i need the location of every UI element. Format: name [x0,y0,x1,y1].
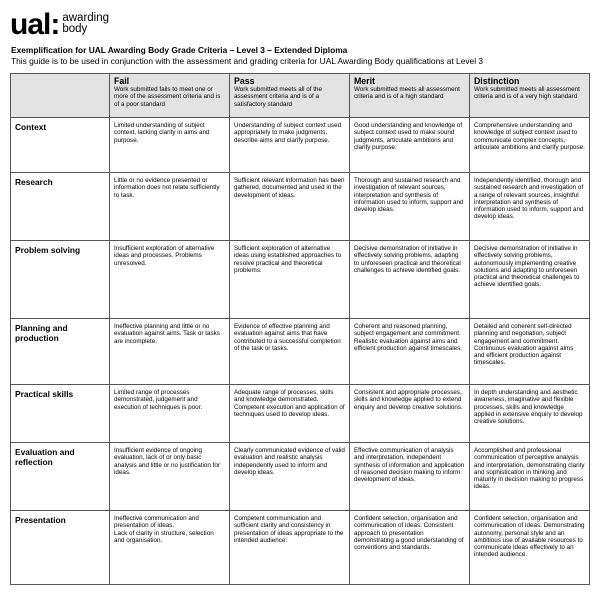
header-row [11,74,590,118]
row-label: Planning and production [11,319,110,385]
document-subtitle: This guide is to be used in conjunction with the assessment and grading criteria for UAL Awarding Body qualifications at Level 3 [11,56,484,66]
criteria-row-problem-solving [11,241,590,319]
criteria-cell-merit: Effective communication of analysis and interpretation, independent synthesis of information and application of reasoned decision making to inform development of ideas. [349,443,469,511]
logo-line-1: awarding [62,12,110,24]
criteria-cell-distinction: Detailed and coherent self-directed planning and negotiation, subject engagement and commitment. Continuous evaluation against aims and efficient production against timescales. [469,319,589,385]
grade-header-pass [229,74,349,118]
row-label: Evaluation and reflection [11,443,110,511]
grade-description: Work submitted meets all of the assessment criteria and is of a satisfactory standard [233,86,323,108]
logo-text [62,13,109,35]
row-label: Problem solving [11,241,110,319]
grade-header-distinction [469,74,589,118]
criteria-cell-pass: Evidence of effective planning and evaluation against aims that have contributed to a successful completion of the task or tasks. [229,319,349,385]
criteria-cell-pass: Sufficient relevant information has been gathered, documented and used in the development of ideas. [229,173,349,241]
criteria-cell-distinction: Independently identified, thorough and sustained research and investigation of a range of relevant sources, insightful interpretation and synthesis of information used to inform, support and develop ideas. [469,173,589,241]
criteria-cell-distinction: Decisive demonstration of initiative in effectively solving problems, autonomously implementing creative solutions and adapting to unforeseen practical and theoretical challenges to achieve identified goals. [469,241,589,319]
criteria-cell-pass: Sufficient exploration of alternative ideas using established approaches to resolve practical and theoretical problems. [229,241,349,319]
criteria-cell-distinction: Confident selection, organisation and communication of ideas. Demonstrating autonomy, personal style and an ambitious use of available resources to communicate ideas effectively to an intended audience. [469,511,589,585]
criteria-row-evaluation-and-reflection [11,443,590,511]
criteria-cell-pass: Understanding of subject context used appropriately to make judgments, describe aims and clarify purpose. [229,118,349,173]
criteria-cell-merit: Decisive demonstration of initiative in effectively solving problems, adapting to unforeseen practical and theoretical challenges to achieve identified goals. [349,241,469,319]
criteria-cell-distinction: In depth understanding and aesthetic awareness, imaginative and flexible processes, skills and knowledge applied in extensive enquiry to develop creative solutions. [469,385,589,443]
row-label: Context [11,118,110,173]
row-label: Practical skills [11,385,110,443]
grade-description: Work submitted meets all assessment criteria and is of a very high standard [473,86,580,101]
grade-criteria-table [10,73,590,585]
grade-name: Pass [233,76,255,86]
ual-logo [10,10,109,40]
criteria-row-practical-skills [11,385,590,443]
criteria-row-planning-and-production [11,319,590,385]
criteria-cell-fail: Little or no evidence presented or information does not relate sufficiently to task. [109,173,229,241]
criteria-cell-pass: Adequate range of processes, skills and knowledge demonstrated. Competent execution and application of techniques used to develop ideas. [229,385,349,443]
criteria-cell-distinction: Accomplished and professional communication of perceptive analysis and interpretation, demonstrating clarity and sophistication in thinking and maturity in decision making to progress ideas. [469,443,589,511]
criteria-cell-fail: Ineffective planning and little or no evaluation against aims. Task or tasks are incomplete. [109,319,229,385]
criteria-cell-merit: Good understanding and knowledge of subject context used to make sound judgments, articulate ambitions and clarify purpose. [349,118,469,173]
grade-name: Fail [113,76,130,86]
criteria-row-research [11,173,590,241]
document-title: Exemplification for UAL Awarding Body Grade Criteria – Level 3 – Extended Diploma [11,45,348,55]
grade-name: Distinction [473,76,520,86]
criteria-cell-merit: Confident selection, organisation and communication of ideas. Consistent approach to presentation demonstrating a good understanding of conventions and standards. [349,511,469,585]
criteria-cell-fail: Insufficient exploration of alternative ideas and processes. Problems unresolved. [109,241,229,319]
criteria-cell-fail: Insufficient evidence of ongoing evaluation, lack of or only basic analysis and little or no justification for ideas. [109,443,229,511]
criteria-cell-merit: Thorough and sustained research and investigation of relevant sources, interpretation and synthesis of information used to inform, support and develop ideas. [349,173,469,241]
grade-description: Work submitted meets all assessment criteria and is of a high standard [353,86,460,101]
row-label: Research [11,173,110,241]
criteria-cell-fail: Ineffective communication and presentation of ideas. Lack of clarity in structure, selection and organisation. [109,511,229,585]
criteria-cell-fail: Limited understanding of subject context, lacking clarity in aims and purpose. [109,118,229,173]
logo-line-2: body [62,23,88,35]
grade-header-merit [349,74,469,118]
criteria-cell-merit: Consistent and appropriate processes, skills and knowledge applied to extend enquiry and develop creative solutions. [349,385,469,443]
criteria-row-presentation [11,511,590,585]
logo-mark: ual: [10,8,60,41]
grade-description: Work submitted fails to meet one or more of the assessment criteria and is of a poor standard [113,86,221,108]
row-label: Presentation [11,511,110,585]
criteria-cell-pass: Clearly communicated evidence of valid evaluation and realistic analysis independently used to inform and develop ideas. [229,443,349,511]
criteria-row-context [11,118,590,173]
criteria-cell-fail: Limited range of processes demonstrated, judgement and execution of techniques is poor. [109,385,229,443]
criteria-cell-merit: Coherent and reasoned planning, subject engagement and commitment. Realistic evaluation against aims and efficient production against timescales. [349,319,469,385]
grade-header-fail [109,74,229,118]
grade-name: Merit [353,76,375,86]
header-corner [11,74,110,118]
criteria-cell-distinction: Comprehensive understanding and knowledge of subject context used to communicate complex concepts, articulate ambitions and clarify purpose. [469,118,589,173]
criteria-cell-pass: Competent communication and sufficient clarity and consistency in presentation of ideas appropriate to the intended audience. [229,511,349,585]
